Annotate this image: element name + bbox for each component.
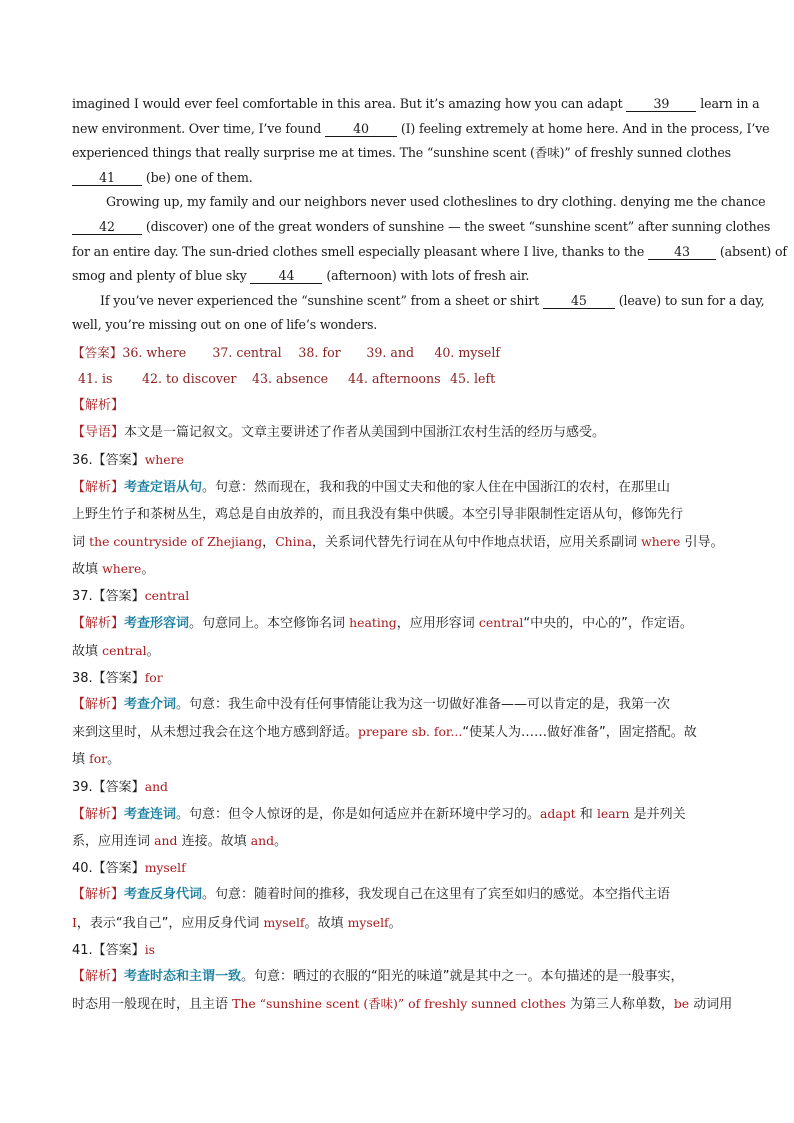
q38-explain-line [72,718,728,745]
passage-text: for an entire day. The sun-dried clothes smell especially pleasant where I live, thanks to the [72,243,648,259]
passage-text: imagined I would ever feel comfortable in this area. But it’s amazing how you can adapt [72,96,627,111]
q-answer: and [144,778,168,794]
answer-key [72,340,728,392]
q41-explain-line [72,963,728,990]
lead-text: 本文是一篇记叙文。文章主要讲述了作者从美国到中国浙江农村生活的经历与感受。 [124,425,606,441]
passage-text: (absent) of [715,243,787,259]
q-answer: is [144,941,156,957]
passage-line [72,141,731,166]
q-head: 36.【答案】 [72,453,145,469]
passage [72,92,787,338]
explain-text: 故填 [72,643,103,659]
topic-tag: 考查定语从句 [124,479,203,495]
explain-text: 上野生竹子和茶树丛生，鸡总是自由放养的，而且我没有集中供暖。本空引导非限制性定语从句，修饰先行 [72,506,684,522]
explain-text: 。故填 [304,915,348,931]
explain-text: 连接。故填 [177,833,251,849]
explain-text: 故填 [72,562,103,578]
answer-row [72,340,728,366]
passage-line [72,190,766,215]
explain-en: heating [349,615,397,631]
analysis-section [72,392,733,1017]
passage-text: learn in a [696,96,760,111]
explain-text: 来到这里时，从未想过我会在这个地方感到舒适。 [72,725,359,741]
blank-39: 39 [626,96,696,112]
answer-item: 44. afternoons [348,370,441,386]
passage-line [72,92,760,117]
explain-text: 。句意：我生命中没有任何事情能让我为这一切做好准备——可以肯定的是，我第一次 [176,697,671,712]
explain-en: learn [596,805,630,821]
explain-text: 为第三人称单数， [565,997,674,1013]
q-answer: myself [144,860,186,876]
explain-label: 【解析】 [72,968,125,984]
passage-text: new environment. Over time, I’ve found [72,120,325,136]
explain-label: 【解析】 [72,616,125,632]
answer-item: 38. for [298,344,341,360]
explain-text: 。 [141,562,155,578]
blank-40: 40 [325,121,397,137]
q41-explain-line [72,990,733,1017]
answer-item: 36. where [122,344,187,360]
q38-answer-line [72,664,728,691]
explain-text: 。句意：但令人惊讶的是，你是如何适应并在新环境中学习的。 [176,806,541,822]
q40-answer-line [72,854,728,881]
passage-text: (leave) to sun for a day, [614,292,765,308]
explain-en: and [154,832,178,848]
passage-text: (I) feeling extremely at home here. And in the process, I’ve [396,120,770,136]
explain-text: “使某人为……做好准备”，固定搭配。故 [462,725,697,741]
topic-tag: 考查时态和主谓一致 [124,968,242,984]
explain-text: 。 [274,833,288,849]
explain-text: 。句意：晒过的衣服的“阳光的味道”就是其中之一。本句描述的是一般事实， [241,968,684,984]
blank-45: 45 [543,293,615,309]
passage-text: If you’ve never experienced the “sunshine scent” from a sheet or shirt [100,292,543,308]
q37-explain-line [72,637,728,664]
lead-line [72,419,728,446]
explain-en: where [641,533,681,549]
q-head: 40.【答案】 [72,861,145,877]
q39-explain-line [72,800,728,827]
explain-en: the countryside of Zhejiang [89,533,263,549]
passage-text: well, you’re missing out on one of life’s wonders. [72,317,378,333]
explain-text: 填 [72,752,90,768]
explain-en: China [275,533,312,549]
explain-text: ，表示“我自己”，应用反身代词 [76,915,264,931]
passage-line [72,313,728,338]
explain-label: 【解析】 [72,806,125,822]
q41-answer-line [72,936,728,963]
q-head: 41.【答案】 [72,942,145,958]
answer-label: 【答案】 [72,344,123,360]
explain-en: central [478,615,524,631]
answer-item: 42. to discover [142,370,237,386]
topic-tag: 考查介词 [124,697,177,712]
explain-en: adapt [540,805,576,821]
explain-label: 【解析】 [72,697,125,712]
explain-en: and [250,832,275,848]
q37-answer-line [72,582,728,609]
passage-line [72,240,787,265]
topic-tag: 考查反身代词 [124,887,203,903]
answer-item: 41. is [78,370,113,386]
passage-line [72,289,765,314]
explain-text: 是并列关 [629,806,686,822]
passage-line [72,264,728,289]
q40-explain-line [72,881,728,908]
q36-explain-line [72,474,728,501]
answer-item: 37. central [212,344,282,360]
q-answer: where [144,452,184,468]
explain-text: 。 [107,752,121,768]
explain-label: 【解析】 [72,887,125,903]
passage-text: (be) one of them. [142,169,253,185]
q36-explain-line [72,555,728,582]
answer-row [72,366,728,392]
explain-text: 。句意同上。本空修饰名词 [189,616,350,632]
passage-line [72,117,770,142]
document-page [72,92,787,1017]
explain-text: 时态用一般现在时，且主语 [72,997,233,1013]
explain-label: 【解析】 [72,479,125,495]
passage-text: Growing up, my family and our neighbors never used clotheslines to dry clothing. denying me the chance [106,194,766,210]
q-head: 39.【答案】 [72,779,145,795]
blank-42: 42 [72,219,142,235]
analysis-label: 【解析】 [72,397,125,413]
explain-text: ，应用形容词 [396,616,479,632]
q38-explain-line [72,691,728,718]
q37-explain-line [72,609,728,636]
explain-text: 。句意：随着时间的推移，我发现自己在这里有了宾至如归的感觉。本空指代主语 [202,887,671,903]
passage-text: smog and plenty of blue sky [72,268,251,284]
explain-text: ，关系词代替先行词在从句中作地点状语，应用关系副词 [311,534,642,550]
q-head: 37.【答案】 [72,589,145,605]
q40-explain-line [72,909,728,936]
explain-text: 系，应用连词 [72,833,155,849]
explain-en: central [102,642,147,658]
explain-text: 动词用 [689,997,733,1013]
explain-text: 。 [146,643,160,659]
explain-en: myself [263,914,305,930]
passage-line [72,166,728,191]
q-answer: for [144,669,163,685]
explain-en: The “sunshine scent (香味)” of freshly sunned clothes [232,996,566,1012]
q36-answer-line [72,446,728,473]
explain-text: 词 [72,534,90,550]
explain-text: 。句意：然而现在，我和我的中国丈夫和他的家人住在中国浙江的农村，在那里山 [202,479,671,495]
blank-43: 43 [648,244,716,260]
q36-explain-line [72,528,728,555]
explain-en: where [102,561,142,577]
blank-44: 44 [250,268,322,284]
analysis-header [72,392,728,419]
answer-item: 45. left [450,370,496,386]
topic-tag: 考查形容词 [124,616,190,632]
explain-text: ， [262,534,276,550]
q38-explain-line [72,745,728,772]
q39-answer-line [72,773,728,800]
explain-text: 。 [388,915,402,931]
blank-41: 41 [72,170,142,186]
explain-text: “中央的，中心的”，作定语。 [523,616,693,632]
q-head: 38.【答案】 [72,670,145,686]
q-answer: central [144,588,190,604]
answer-item: 43. absence [252,370,329,386]
passage-line [72,215,771,240]
explain-en: be [673,996,690,1012]
explain-en: for [89,751,108,767]
explain-en: prepare sb. for... [358,724,463,740]
explain-text: 引导。 [680,534,724,550]
explain-en: I [72,914,77,930]
lead-label: 【导语】 [72,425,125,441]
explain-en: myself [347,914,389,930]
q36-explain-line [72,501,728,528]
passage-text: (discover) one of the great wonders of sunshine — the sweet “sunshine scent” after sunning clothes [142,218,771,234]
passage-text: (afternoon) with lots of fresh air. [322,268,530,284]
topic-tag: 考查连词 [124,806,177,822]
passage-text: experienced things that really surprise me at times. The “sunshine scent (香味)” of freshly sunned clothes [72,145,731,161]
explain-text: 和 [575,806,597,822]
q39-explain-line [72,827,728,854]
answer-item: 40. myself [434,344,501,360]
answer-item: 39. and [366,344,415,360]
